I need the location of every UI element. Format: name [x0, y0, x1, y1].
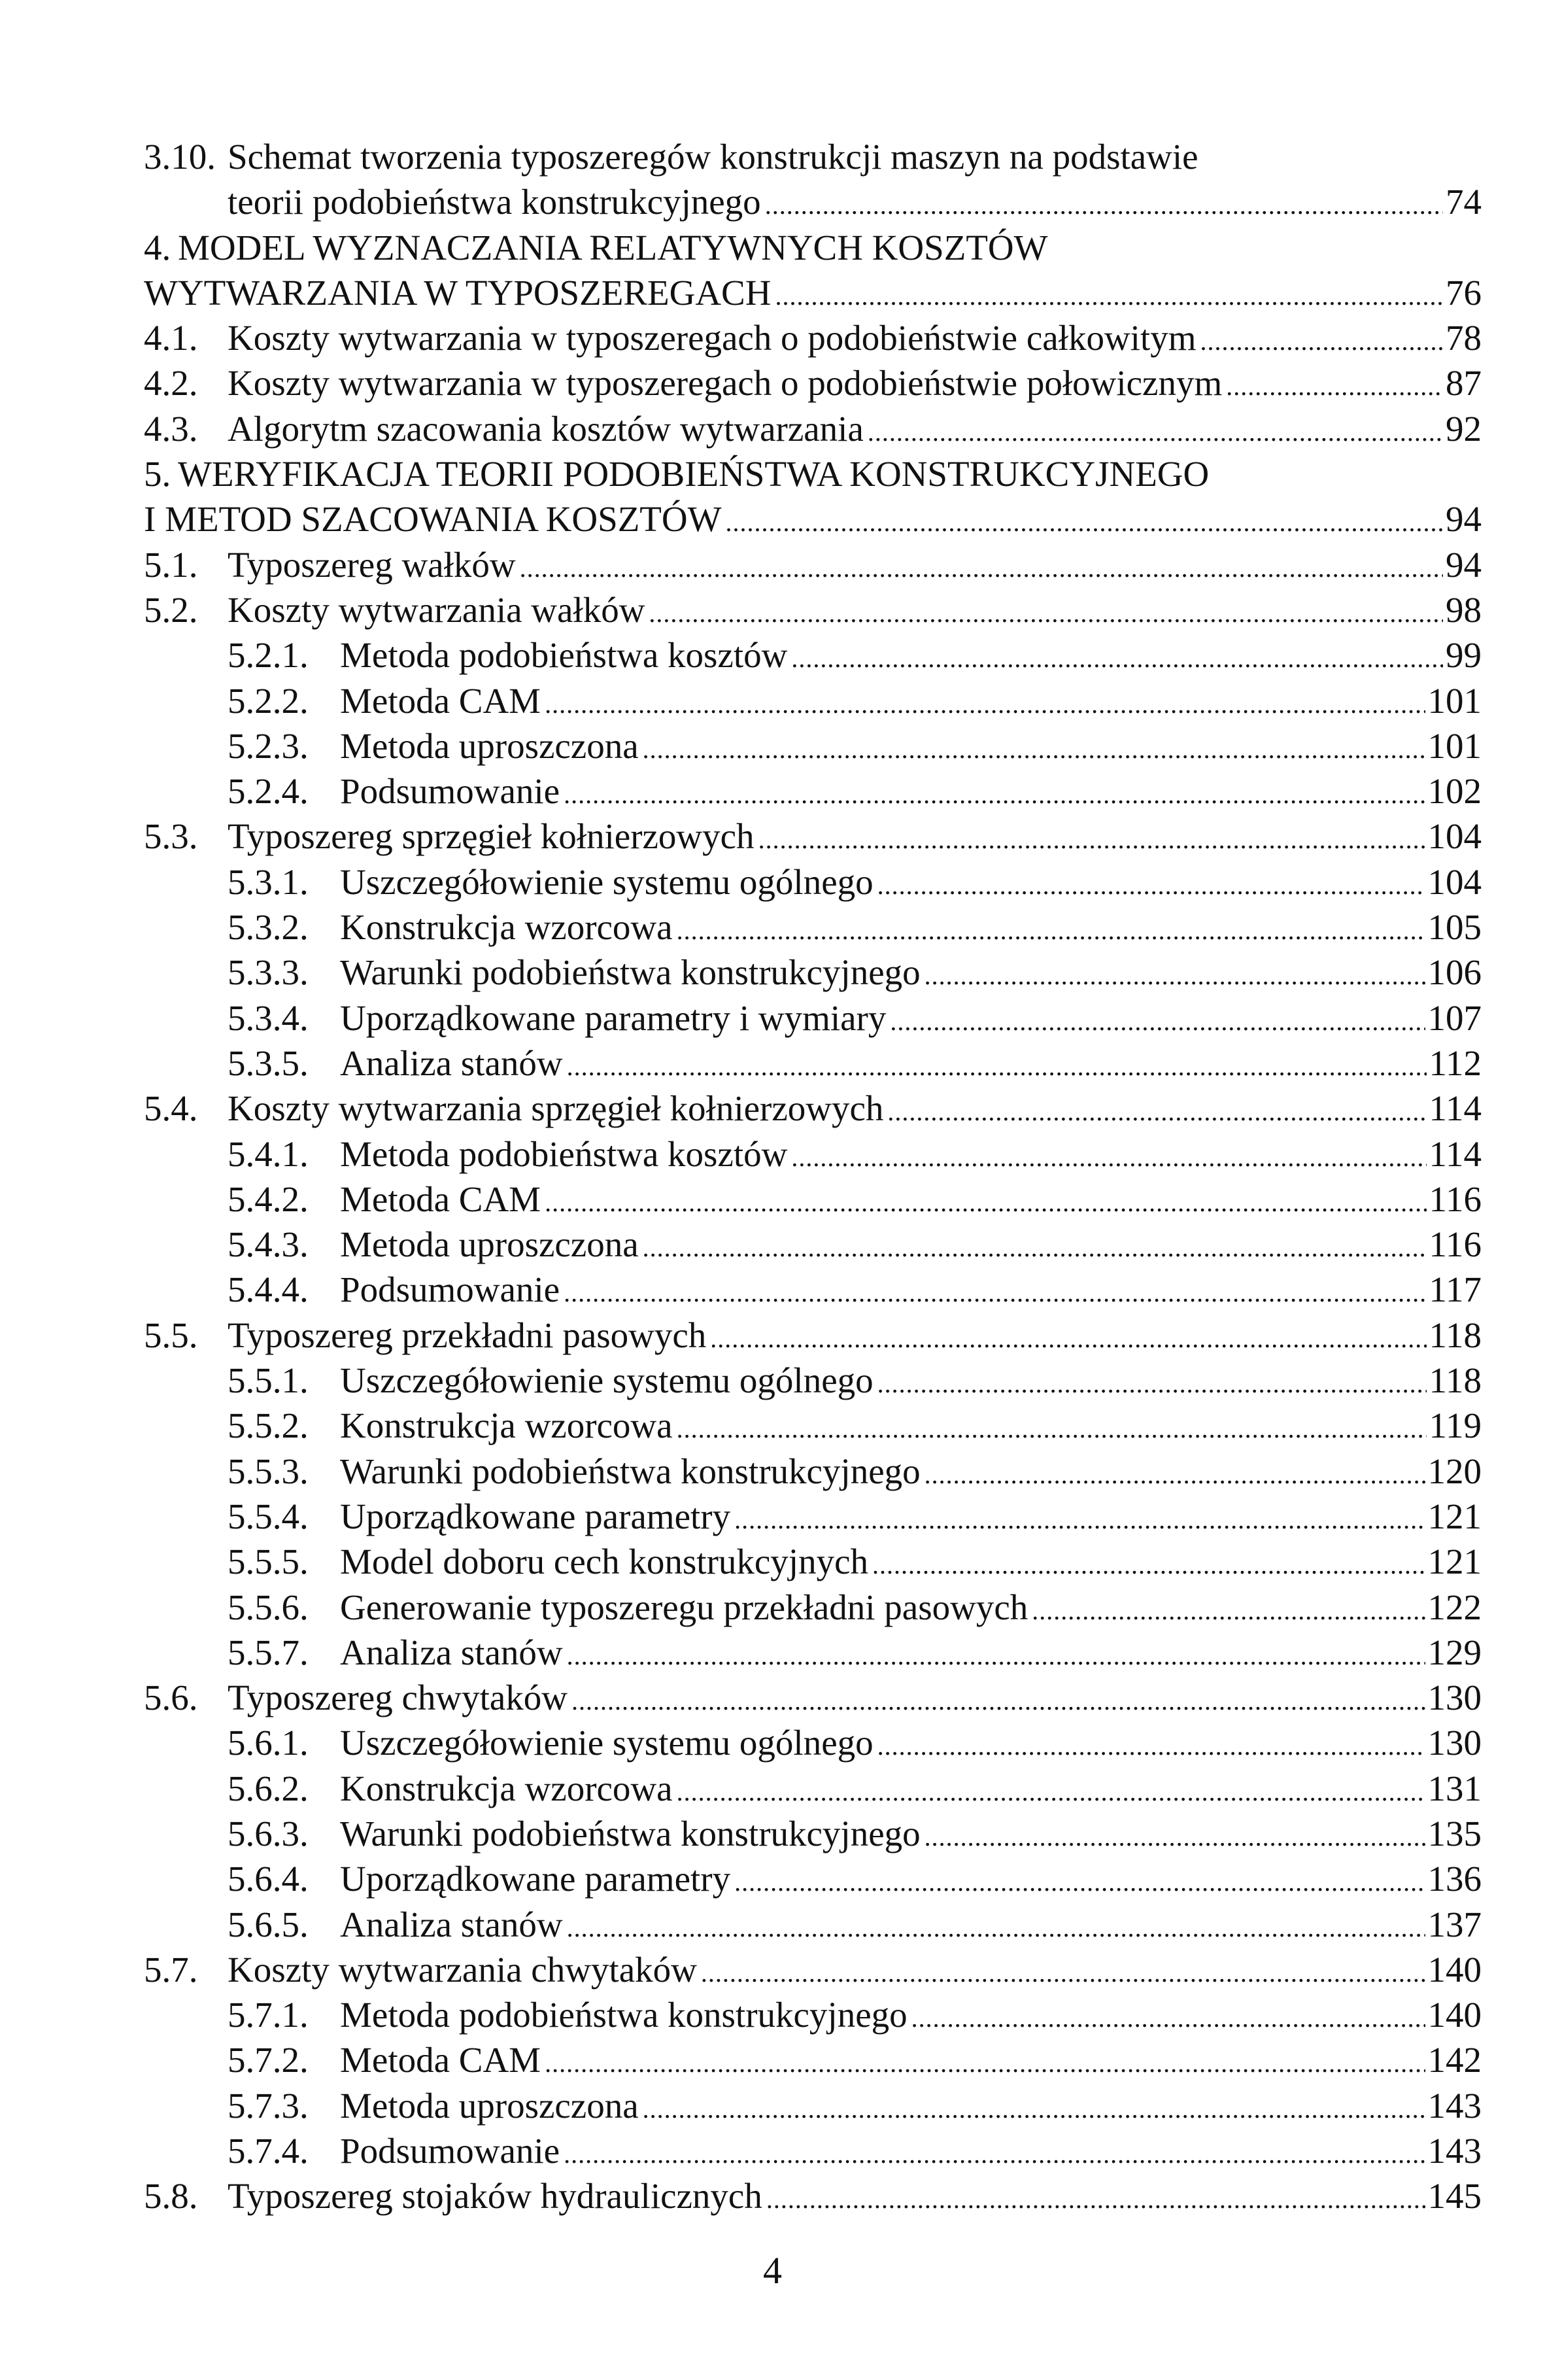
toc-entry-number: 5.5.4. — [228, 1496, 309, 1536]
toc-entry-title: Generowanie typoszeregu przekładni pasowych — [340, 1587, 1028, 1627]
toc-leader-dots — [758, 817, 1425, 862]
toc-entry — [144, 1992, 1482, 2037]
toc-entry-title: Metoda uproszczona — [340, 2085, 639, 2126]
toc-entry-page: 114 — [1429, 1133, 1482, 1174]
toc-entry-number: 5.7.4. — [228, 2131, 309, 2171]
toc-entry-page: 114 — [1429, 1088, 1482, 1129]
toc-entry-page: 106 — [1427, 952, 1482, 993]
toc-entry-number: 5.5.2. — [228, 1406, 309, 1446]
toc-leader-dots — [545, 1180, 1426, 1225]
toc-entry-number: 5.4.1. — [228, 1133, 309, 1174]
toc-entry-number: 5.7.2. — [228, 2040, 309, 2080]
toc-entry-page: 121 — [1427, 1496, 1482, 1536]
toc-entry — [144, 1449, 1482, 1494]
toc-entry-title: Koszty wytwarzania wałków — [228, 589, 645, 630]
toc-entry-title: Typoszereg stojaków hydraulicznych — [228, 2176, 762, 2216]
toc-entry — [144, 1494, 1482, 1539]
toc-entry-number: 5.4.3. — [228, 1224, 309, 1265]
toc-entry-title: Warunki podobieństwa konstrukcyjnego — [340, 952, 921, 993]
toc-entry-number: 5.5. — [144, 1315, 198, 1355]
toc-entry-number: 5.6.5. — [228, 1904, 309, 1944]
toc-entry-title: Konstrukcja wzorcowa — [340, 907, 673, 948]
toc-entry-title: Koszty wytwarzania w typoszeregach o podobieństwie całkowitym — [228, 318, 1197, 358]
toc-entry-page: 117 — [1429, 1269, 1482, 1310]
toc-entry — [144, 1131, 1482, 1177]
toc-entry-number: 5.3.2. — [228, 907, 309, 948]
toc-entry-page: 122 — [1427, 1587, 1482, 1627]
toc-entry-title: Uszczegółowienie systemu ogólnego — [340, 1360, 874, 1401]
toc-leader-dots — [726, 500, 1443, 545]
toc-entry — [144, 1766, 1482, 1811]
toc-leader-dots — [877, 863, 1425, 908]
toc-entry-page: 78 — [1446, 318, 1482, 358]
toc-entry-number: 5.5.1. — [228, 1360, 309, 1401]
toc-leader-dots — [649, 591, 1443, 636]
toc-leader-dots — [925, 953, 1425, 998]
toc-entry-page: 131 — [1427, 1768, 1482, 1808]
toc-entry-title: Warunki podobieństwa konstrukcyjnego — [340, 1813, 921, 1854]
toc-entry — [144, 1585, 1482, 1630]
toc-entry-number: 5.2.3. — [228, 725, 309, 766]
toc-leader-dots — [765, 182, 1443, 228]
toc-entry-page: 116 — [1429, 1179, 1482, 1219]
toc-entry-page: 105 — [1427, 907, 1482, 948]
toc-entry-page: 143 — [1427, 2131, 1482, 2171]
toc-entry-title: Typoszereg przekładni pasowych — [228, 1315, 707, 1355]
toc-entry-page: 120 — [1427, 1451, 1482, 1491]
toc-entry — [144, 814, 1482, 859]
toc-leader-dots — [564, 2131, 1425, 2177]
toc-entry-title: Uporządkowane parametry i wymiary — [340, 997, 887, 1038]
toc-entry-number: 5.6.1. — [228, 1723, 309, 1763]
toc-entry-title: Metoda CAM — [340, 1179, 541, 1219]
toc-entry-number: 5.5.3. — [228, 1451, 309, 1491]
toc-entry-page: 98 — [1446, 589, 1482, 630]
toc-entry — [144, 1313, 1482, 1358]
toc-entry — [144, 950, 1482, 995]
toc-leader-dots — [1032, 1588, 1425, 1633]
toc-entry-number: 5.3.5. — [228, 1043, 309, 1083]
toc-entry — [144, 1630, 1482, 1675]
toc-entry — [144, 1177, 1482, 1222]
toc-entry-page: 94 — [1446, 544, 1482, 585]
toc-leader-dots — [766, 2177, 1425, 2222]
toc-leader-dots — [911, 1995, 1425, 2041]
toc-entry-page: 140 — [1427, 1995, 1482, 2035]
toc-entry-page: 112 — [1429, 1043, 1482, 1083]
toc-entry-number: 5.4.4. — [228, 1269, 309, 1310]
toc-leader-dots — [710, 1316, 1426, 1361]
toc-entry-number: 5.3.4. — [228, 997, 309, 1038]
toc-entry — [144, 1675, 1482, 1720]
toc-entry-number: 5.4.2. — [228, 1179, 309, 1219]
toc-entry-page: 142 — [1427, 2040, 1482, 2080]
toc-leader-dots — [734, 1859, 1425, 1905]
page-number: 4 — [763, 2249, 782, 2292]
toc-leader-dots — [567, 1905, 1425, 1950]
toc-leader-dots — [925, 1814, 1425, 1859]
toc-entry-number: 5.6. — [144, 1678, 198, 1718]
toc-entry-title: Podsumowanie — [340, 771, 560, 812]
toc-leader-dots — [567, 1633, 1425, 1678]
toc-entry-title: Uszczegółowienie systemu ogólnego — [340, 861, 874, 902]
toc-entry-page: 143 — [1427, 2085, 1482, 2126]
toc-entry-page: 130 — [1427, 1678, 1482, 1718]
toc-entry — [144, 995, 1482, 1041]
toc-leader-dots — [643, 727, 1425, 772]
toc-leader-dots — [677, 908, 1425, 953]
toc-entry-title-line1: MODEL WYZNACZANIA RELATYWNYCH KOSZTÓW — [178, 227, 1048, 267]
toc-entry-page: 107 — [1427, 997, 1482, 1038]
toc-leader-dots — [564, 772, 1425, 817]
toc-entry — [144, 2083, 1482, 2128]
toc-entry — [144, 2128, 1482, 2173]
toc-entry-title: Uporządkowane parametry — [340, 1859, 731, 1899]
toc-entry-number: 5.6.3. — [228, 1813, 309, 1854]
toc-entry-title: Algorytm szacowania kosztów wytwarzania — [228, 408, 864, 449]
toc-entry-number: 5.3. — [144, 816, 198, 857]
toc-leader-dots — [545, 2041, 1425, 2086]
toc-entry-page: 130 — [1427, 1723, 1482, 1763]
toc-entry-title: Typoszereg wałków — [228, 544, 516, 585]
toc-entry — [144, 1086, 1482, 1131]
toc-leader-dots — [877, 1361, 1427, 1406]
toc-entry-title: Konstrukcja wzorcowa — [340, 1768, 673, 1808]
toc-entry-title: Konstrukcja wzorcowa — [340, 1406, 673, 1446]
toc-entry-title: Analiza stanów — [340, 1632, 563, 1672]
toc-entry-number: 5.6.2. — [228, 1768, 309, 1808]
toc-entry — [144, 225, 1482, 316]
toc-entry-title: I METOD SZACOWANIA KOSZTÓW — [144, 499, 722, 540]
toc-entry-number: 3.10. — [144, 137, 216, 177]
toc-entry-page: 118 — [1429, 1360, 1482, 1401]
toc-entry-number: 4.3. — [144, 408, 198, 449]
toc-entry-title: Metoda podobieństwa kosztów — [340, 635, 788, 676]
toc-entry-title: Metoda podobieństwa kosztów — [340, 1133, 788, 1174]
toc-leader-dots — [571, 1678, 1425, 1723]
toc-entry — [144, 1856, 1482, 1901]
toc-leader-dots — [890, 999, 1425, 1044]
toc-entry — [144, 542, 1482, 587]
toc-entry-title: Podsumowanie — [340, 2131, 560, 2171]
toc-entry — [144, 678, 1482, 723]
toc-entry — [144, 134, 1482, 225]
toc-entry-page: 92 — [1446, 408, 1482, 449]
toc-leader-dots — [677, 1769, 1425, 1814]
toc-entry — [144, 1811, 1482, 1856]
toc-entry-page: 87 — [1446, 363, 1482, 404]
toc-entry — [144, 632, 1482, 678]
toc-entry-page: 129 — [1427, 1632, 1482, 1672]
toc-entry-title: Metoda CAM — [340, 2040, 541, 2080]
toc-entry — [144, 1902, 1482, 1947]
toc-entry-title: Metoda CAM — [340, 680, 541, 721]
toc-entry-page: 121 — [1427, 1542, 1482, 1582]
toc-entry-page: 137 — [1427, 1904, 1482, 1944]
toc-entry-page: 74 — [1446, 182, 1482, 222]
toc-entry-page: 99 — [1446, 635, 1482, 676]
toc-entry-title: Metoda podobieństwa konstrukcyjnego — [340, 1995, 908, 2035]
toc-entry-number: 5.1. — [144, 544, 198, 585]
toc-entry — [144, 768, 1482, 814]
toc-entry-title-line1: Schemat tworzenia typoszeregów konstrukcji maszyn na podstawie — [228, 137, 1198, 177]
toc-entry-number: 5.6.4. — [228, 1859, 309, 1899]
toc-entry-title: Koszty wytwarzania w typoszeregach o podobieństwie połowicznym — [228, 363, 1223, 404]
toc-entry-page: 102 — [1427, 771, 1482, 812]
toc-entry — [144, 2173, 1482, 2218]
toc-leader-dots — [677, 1406, 1427, 1451]
toc-entry-title: Analiza stanów — [340, 1904, 563, 1944]
toc-entry-number: 5. — [144, 454, 171, 494]
toc-leader-dots — [520, 545, 1443, 591]
toc-leader-dots — [791, 636, 1443, 681]
toc-entry — [144, 859, 1482, 905]
toc-entry-number: 5.7. — [144, 1949, 198, 1990]
toc-leader-dots — [872, 1542, 1425, 1587]
toc-leader-dots — [877, 1723, 1425, 1768]
toc-entry — [144, 1403, 1482, 1448]
toc-entry-page: 101 — [1427, 680, 1482, 721]
toc-entry-page: 104 — [1427, 861, 1482, 902]
toc-leader-dots — [643, 1225, 1427, 1270]
toc-entry-page: 116 — [1429, 1224, 1482, 1265]
toc-entry — [144, 587, 1482, 632]
toc-leader-dots — [734, 1497, 1425, 1542]
toc-entry-title: Metoda uproszczona — [340, 1224, 639, 1265]
toc-leader-dots — [887, 1089, 1426, 1134]
toc-entry-number: 5.7.3. — [228, 2085, 309, 2126]
toc-entry-number: 5.4. — [144, 1088, 198, 1129]
toc-entry-title: Uporządkowane parametry — [340, 1496, 731, 1536]
toc-entry-title: Analiza stanów — [340, 1043, 563, 1083]
toc-entry-page: 76 — [1446, 272, 1482, 313]
table-of-contents — [144, 134, 1482, 2219]
toc-entry-number: 4. — [144, 227, 171, 267]
toc-entry-title-line1: WERYFIKACJA TEORII PODOBIEŃSTWA KONSTRUKCYJNEGO — [178, 454, 1210, 494]
toc-entry — [144, 1358, 1482, 1403]
toc-leader-dots — [791, 1135, 1426, 1180]
toc-entry-number: 5.5.6. — [228, 1587, 309, 1627]
toc-entry — [144, 1222, 1482, 1267]
toc-leader-dots — [925, 1452, 1425, 1497]
toc-entry — [144, 905, 1482, 950]
toc-entry-page: 135 — [1427, 1813, 1482, 1854]
toc-leader-dots — [775, 273, 1443, 319]
toc-leader-dots — [567, 1044, 1427, 1089]
toc-entry-title: teorii podobieństwa konstrukcyjnego — [228, 182, 761, 222]
toc-entry-number: 4.1. — [144, 318, 198, 358]
toc-entry-page: 101 — [1427, 725, 1482, 766]
toc-entry — [144, 1720, 1482, 1765]
toc-entry-page: 145 — [1427, 2176, 1482, 2216]
toc-entry-page: 94 — [1446, 499, 1482, 540]
toc-entry-page: 118 — [1429, 1315, 1482, 1355]
toc-entry-title: Podsumowanie — [340, 1269, 560, 1310]
toc-leader-dots — [1226, 364, 1443, 409]
toc-entry — [144, 2037, 1482, 2082]
toc-entry-number: 5.5.7. — [228, 1632, 309, 1672]
toc-entry — [144, 406, 1482, 451]
toc-entry-page: 136 — [1427, 1859, 1482, 1899]
toc-entry-number: 5.7.1. — [228, 1995, 309, 2035]
toc-entry-title: Model doboru cech konstrukcyjnych — [340, 1542, 869, 1582]
toc-entry — [144, 451, 1482, 542]
toc-entry-title: Typoszereg sprzęgieł kołnierzowych — [228, 816, 755, 857]
toc-entry — [144, 1041, 1482, 1086]
toc-leader-dots — [1200, 319, 1443, 364]
toc-entry — [144, 723, 1482, 768]
toc-entry-number: 5.8. — [144, 2176, 198, 2216]
toc-entry — [144, 1267, 1482, 1312]
toc-entry-number: 5.2.1. — [228, 635, 309, 676]
toc-entry-number: 5.2. — [144, 589, 198, 630]
toc-entry-number: 5.5.5. — [228, 1542, 309, 1582]
toc-entry-number: 5.3.1. — [228, 861, 309, 902]
toc-entry — [144, 315, 1482, 360]
toc-entry-number: 5.2.2. — [228, 680, 309, 721]
toc-entry-number: 5.3.3. — [228, 952, 309, 993]
toc-leader-dots — [545, 681, 1425, 727]
toc-entry-title: Uszczegółowienie systemu ogólnego — [340, 1723, 874, 1763]
toc-entry-title: Koszty wytwarzania chwytaków — [228, 1949, 697, 1990]
toc-entry-title: Typoszereg chwytaków — [228, 1678, 568, 1718]
toc-entry-title: Metoda uproszczona — [340, 725, 639, 766]
toc-entry — [144, 1947, 1482, 1992]
toc-leader-dots — [701, 1950, 1425, 1995]
toc-entry-page: 140 — [1427, 1949, 1482, 1990]
toc-leader-dots — [868, 409, 1443, 455]
toc-entry-number: 4.2. — [144, 363, 198, 404]
toc-entry — [144, 360, 1482, 405]
toc-entry-title: Warunki podobieństwa konstrukcyjnego — [340, 1451, 921, 1491]
toc-leader-dots — [643, 2086, 1425, 2131]
toc-entry-title: WYTWARZANIA W TYPOSZEREGACH — [144, 272, 772, 313]
toc-entry-number: 5.2.4. — [228, 771, 309, 812]
toc-entry-page: 104 — [1427, 816, 1482, 857]
toc-entry-page: 119 — [1429, 1406, 1482, 1446]
toc-leader-dots — [564, 1270, 1426, 1315]
toc-entry — [144, 1539, 1482, 1584]
toc-entry-title: Koszty wytwarzania sprzęgieł kołnierzowych — [228, 1088, 884, 1129]
